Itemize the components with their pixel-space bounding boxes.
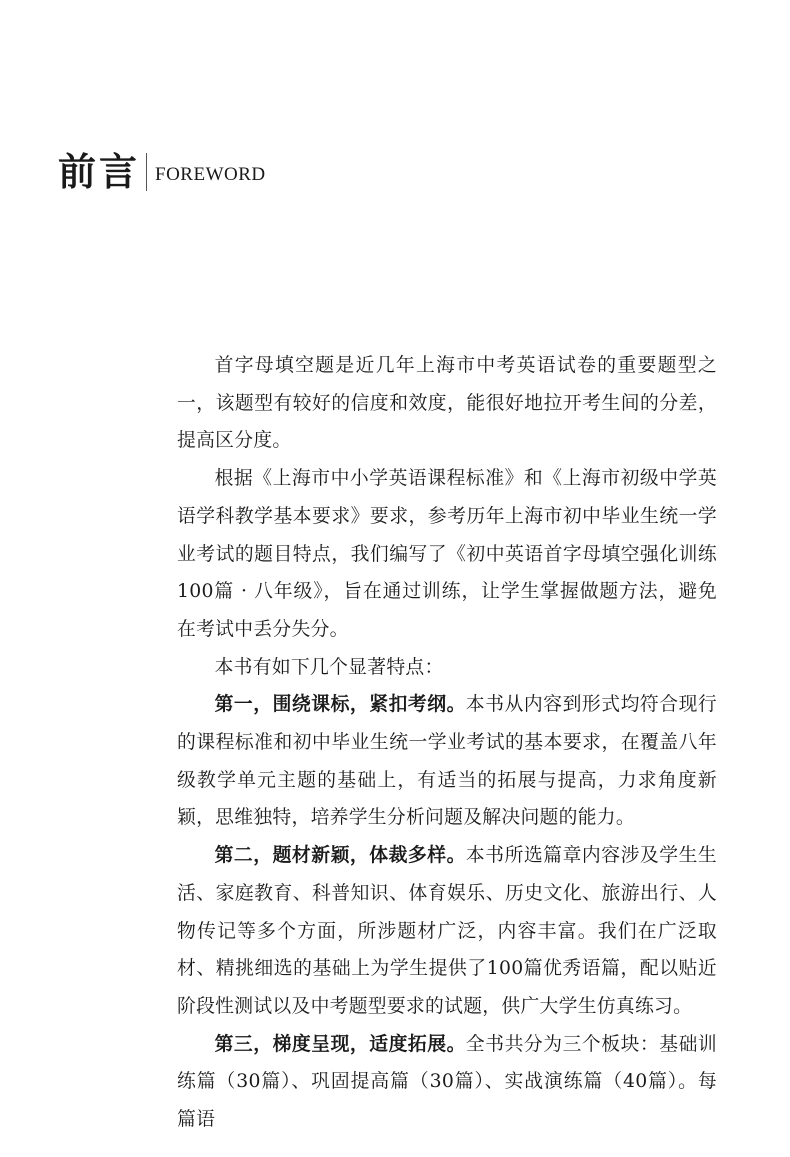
paragraph-intro <box>177 347 717 460</box>
title-divider <box>146 153 147 191</box>
paragraph-text: 全书共分为三个板块：基础训练篇（30篇）、巩固提高篇（30篇）、实战演练篇（40篇）。每篇语 <box>177 1033 717 1131</box>
paragraph-text: 根据《上海市中小学英语课程标准》和《上海市初级中学英语学科教学基本要求》要求，参考历年上海市初中毕业生统一学业考试的题目特点，我们编写了《初中英语首字母填空强化训练100篇 · 八年级》，旨在通过训练，让学生掌握做题方法，避免在考试中丢分失分。 <box>177 468 717 640</box>
paragraph-feature-1 <box>177 686 717 837</box>
page-header <box>58 150 266 194</box>
paragraph-lead: 第二，题材新颖，体裁多样。 <box>214 845 466 867</box>
foreword-body <box>177 347 717 1139</box>
paragraph-text: 本书从内容到形式均符合现行的课程标准和初中毕业生统一学业考试的基本要求，在覆盖八年级教学单元主题的基础上，有适当的拓展与提高，力求角度新颖，思维独特，培养学生分析问题及解决问题的能力。 <box>177 694 717 829</box>
paragraph-feature-3 <box>177 1026 717 1139</box>
page-title: 前言 <box>58 150 141 194</box>
paragraph-features-intro <box>177 649 717 687</box>
page-subtitle: FOREWORD <box>155 164 266 185</box>
paragraph-feature-2 <box>177 837 717 1026</box>
paragraph-lead: 第三，梯度呈现，适度拓展。 <box>214 1033 466 1055</box>
paragraph-text: 首字母填空题是近几年上海市中考英语试卷的重要题型之一，该题型有较好的信度和效度，能很好地拉开考生间的分差，提高区分度。 <box>177 355 717 452</box>
paragraph-text: 本书所选篇章内容涉及学生生活、家庭教育、科普知识、体育娱乐、历史文化、旅游出行、人物传记等多个方面，所涉题材广泛，内容丰富。我们在广泛取材、精挑细选的基础上为学生提供了100篇优秀语篇，配以贴近阶段性测试以及中考题型要求的试题，供广大学生仿真练习。 <box>177 845 717 1017</box>
paragraph-basis <box>177 460 717 649</box>
paragraph-text: 本书有如下几个显著特点： <box>214 656 444 678</box>
paragraph-lead: 第一，围绕课标，紧扣考纲。 <box>214 694 466 716</box>
